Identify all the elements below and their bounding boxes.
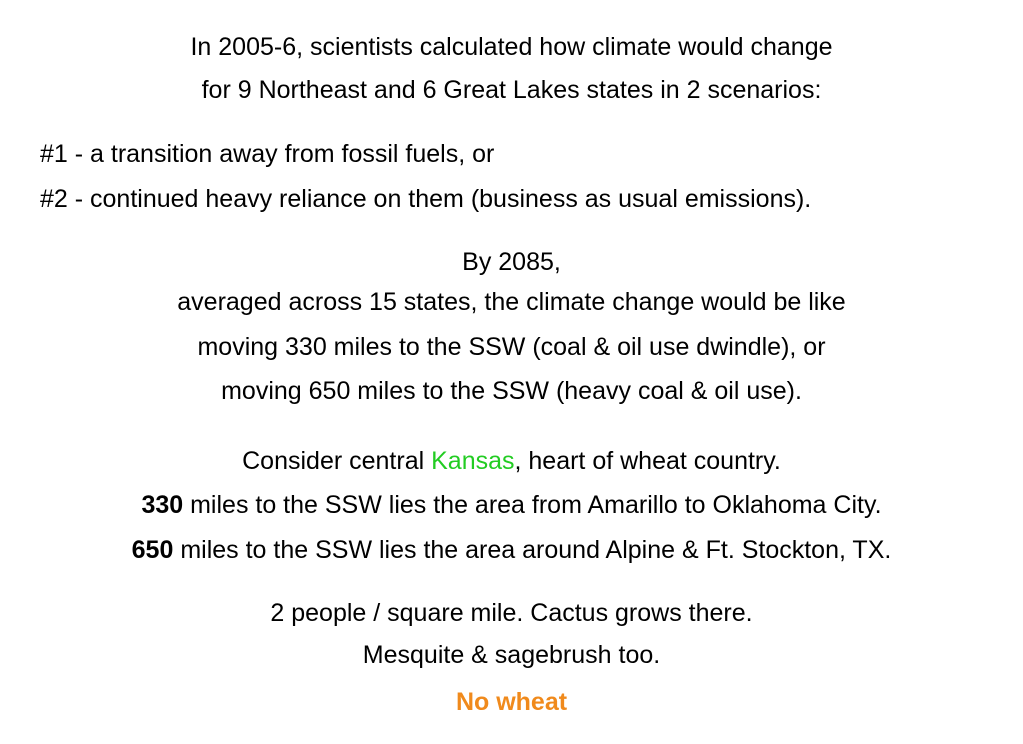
scenario-2: #2 - continued heavy reliance on them (business as usual emissions). bbox=[40, 185, 812, 213]
outlook-year: By 2085, bbox=[462, 248, 561, 276]
distance-650-text: miles to the SSW lies the area around Alpine & Ft. Stockton, TX. bbox=[173, 536, 892, 564]
conclusion-no-wheat: No wheat bbox=[455, 688, 568, 716]
kansas-suffix: , heart of wheat country. bbox=[514, 447, 781, 475]
intro-line-2: for 9 Northeast and 6 Great Lakes states in 2 scenarios: bbox=[201, 76, 822, 104]
scenario-1: #1 - a transition away from fossil fuels, or bbox=[40, 140, 495, 168]
outlook-line-4: moving 650 miles to the SSW (heavy coal & oil use). bbox=[221, 377, 802, 405]
distance-650-number: 650 bbox=[131, 536, 174, 564]
kansas-name: Kansas bbox=[431, 447, 515, 475]
distance-650-line bbox=[0, 535, 1023, 565]
distance-330-text: miles to the SSW lies the area from Amarillo to Oklahoma City. bbox=[183, 491, 882, 519]
distance-330-number: 330 bbox=[141, 491, 184, 519]
conditions-line-1: 2 people / square mile. Cactus grows there. bbox=[270, 599, 753, 627]
outlook-line-2: averaged across 15 states, the climate change would be like bbox=[177, 288, 846, 316]
kansas-line bbox=[0, 446, 1023, 476]
conditions-line-2: Mesquite & sagebrush too. bbox=[362, 641, 661, 669]
distance-330-line bbox=[0, 490, 1023, 520]
kansas-prefix: Consider central bbox=[242, 447, 432, 475]
outlook-line-3: moving 330 miles to the SSW (coal & oil use dwindle), or bbox=[197, 333, 826, 361]
intro-line-1: In 2005-6, scientists calculated how climate would change bbox=[190, 33, 833, 61]
